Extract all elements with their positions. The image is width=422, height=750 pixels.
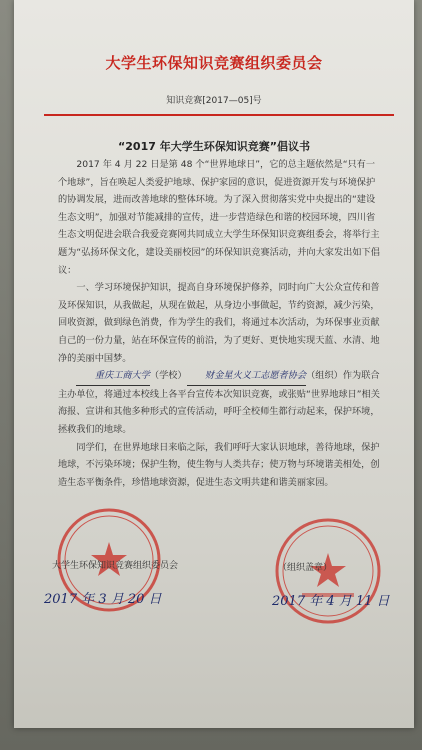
document-page: [14, 0, 414, 728]
paragraph-intro: 2017 年 4 月 22 日是第 48 个“世界地球日”，它的总主题依然是“只有一个地球”，旨在唤起人类爱护地球、保护家园的意识，促进资源开发与环境保护的协调发展，进而改善地球的整体环境。为了深入贯彻落实党中央提出的“建设生态文明”，加强对节能减排的宣传，进一步营造绿色和谐的校园环境，四川省生态文明促进会联合我爱竞赛网共同成立大学生环保知识竞赛组委会，将举行主题为“弘扬环保文化，建设美丽校园”的环保知识竞赛活动，并向大家发出如下倡议：: [58, 159, 380, 276]
school-suffix: （学校）: [149, 370, 187, 382]
organization-title: 大学生环保知识竞赛组织委员会: [105, 54, 323, 72]
paragraph-proposal-1: 一、学习环境保护知识，提高自身环境保护修养，同时向广大公众宣传和普及环保知识，从我做起，从现在做起，从身边小事做起，节约资源，减少污染，回收资源，做到绿色消费，作为学生的我们，将通过本次活动，为环保事业贡献自己的一份力量，站在环保宣传的前沿，为了更好、更快地实现天蓝、水清、地净的美丽中国梦。: [58, 282, 380, 364]
right-handwritten-date: 2017 年 4 月 11 日: [272, 594, 390, 609]
handwritten-organization-name: 财金星火义工志愿者协会: [205, 370, 307, 382]
paragraph-cosponsor: [58, 367, 384, 438]
handwritten-school-name: 重庆工商大学: [94, 370, 150, 382]
left-handwritten-date: 2017 年 3 月 20 日: [44, 592, 162, 607]
document-title: “2017 年大学生环保知识竞赛”倡议书: [118, 140, 310, 153]
document-body: [58, 156, 384, 491]
left-signature-org: 大学生环保知识竞赛组织委员会: [52, 561, 179, 571]
school-blank: [76, 367, 150, 386]
paragraph-closing: 同学们，在世界地球日来临之际，我们呼吁大家认识地球，善待地球，保护地球，不污染环境；保护生物，使生物与人类共存；使万物与环境谐美相处，创造生态平衡条件，珍惜地球资源，促进生态文明共建和谐美丽家园。: [58, 441, 380, 488]
header-divider: [44, 114, 394, 116]
document-number: 知识竞赛[2017—05]号: [166, 96, 262, 106]
organization-blank: [187, 367, 306, 386]
organization-suffix-text: （组织）作为联合主办单位，将通过本校线上各平台宣传本次知识竞赛，或张贴“世界地球日”相关海报、宣讲和其他多种形式的宣传活动，呼吁全校师生都行动起来，保护环境，拯救我们的地球。: [58, 370, 380, 435]
right-seal-note: （组织盖章）: [278, 563, 333, 573]
